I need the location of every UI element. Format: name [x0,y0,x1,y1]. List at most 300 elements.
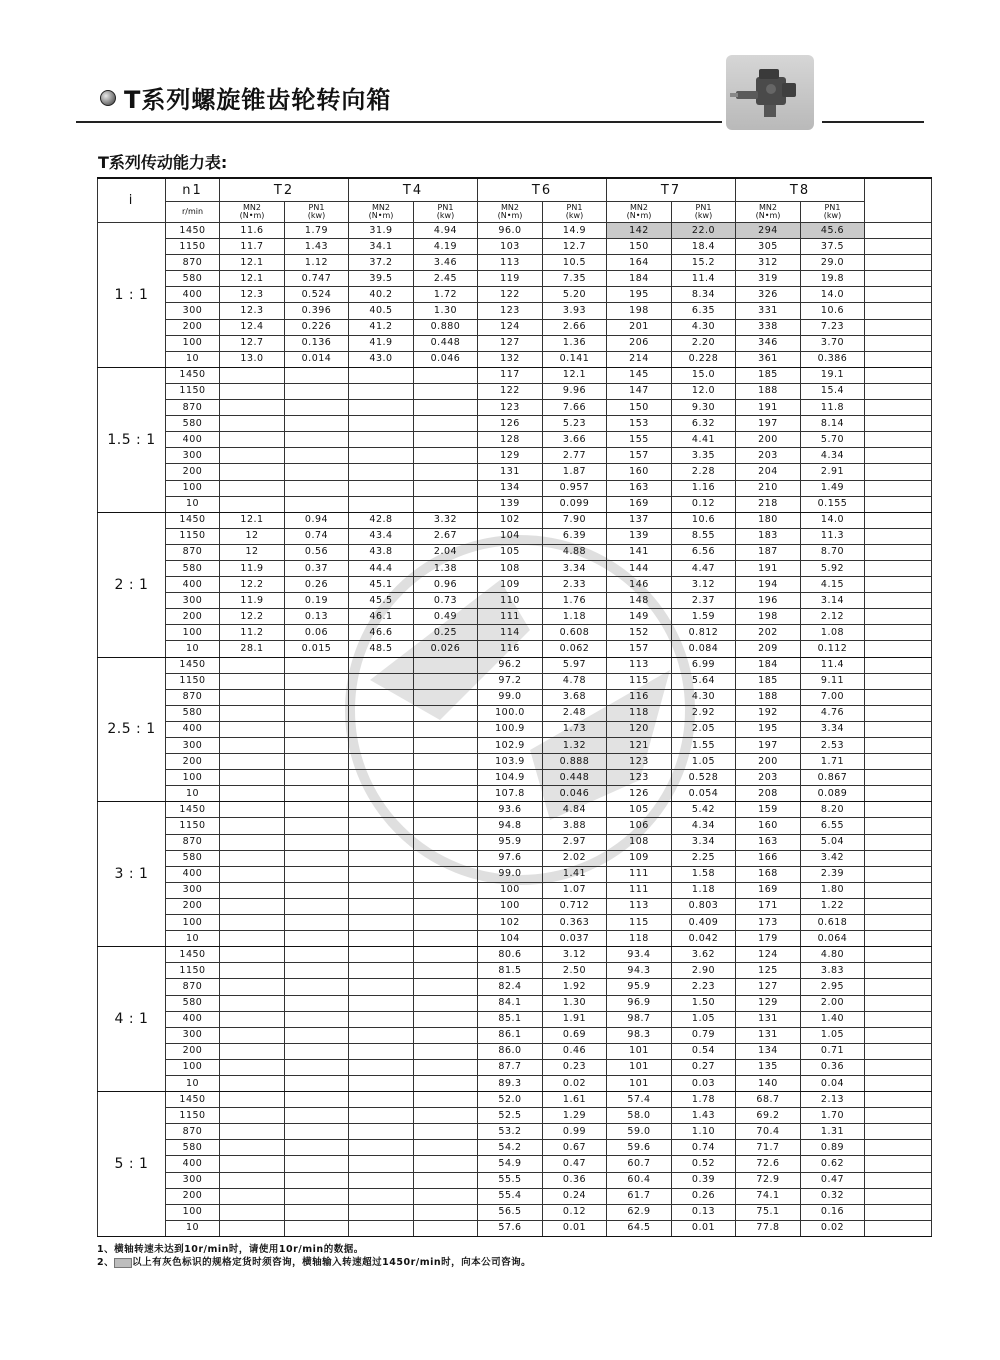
empty-cell [865,641,932,657]
value-cell: 114 [478,625,543,641]
value-cell: 7.23 [801,319,865,335]
value-cell: 117 [478,367,543,383]
speed-cell: 1450 [166,367,220,383]
value-cell [349,834,414,850]
value-cell: 0.014 [285,351,349,367]
value-cell: 0.04 [801,1075,865,1091]
model-header-t2: T2 [220,178,349,202]
value-cell: 119 [478,271,543,287]
value-cell: 2.77 [543,448,607,464]
value-cell: 71.7 [736,1140,801,1156]
speed-cell: 100 [166,480,220,496]
page-header [0,0,1000,140]
value-cell: 2.13 [801,1092,865,1108]
value-cell: 43.0 [349,351,414,367]
value-cell [349,721,414,737]
value-cell [414,1092,478,1108]
value-cell [285,705,349,721]
value-cell: 0.69 [543,1027,607,1043]
header-rule-right [822,121,924,123]
value-cell: 7.35 [543,271,607,287]
speed-cell: 870 [166,689,220,705]
pn1-header: PN1 (kw) [672,202,736,223]
speed-cell: 1150 [166,383,220,399]
empty-cell [865,593,932,609]
value-cell: 4.34 [801,448,865,464]
value-cell [220,963,285,979]
value-cell: 203 [736,770,801,786]
mn2-header: MN2 (N•m) [607,202,672,223]
value-cell: 1.07 [543,882,607,898]
value-cell: 3.12 [672,577,736,593]
value-cell: 10.6 [672,512,736,528]
value-cell [220,738,285,754]
value-cell: 1.73 [543,721,607,737]
speed-cell: 300 [166,303,220,319]
table-row [98,963,932,979]
empty-cell [865,255,932,271]
value-cell [349,802,414,818]
value-cell: 1.43 [285,239,349,255]
value-cell [220,898,285,914]
footnote-1: 1、横轴转速未达到10r/min时，请使用10r/min的数据。 [97,1244,364,1255]
value-cell: 1.70 [801,1108,865,1124]
value-cell: 169 [736,882,801,898]
value-cell: 12.1 [220,255,285,271]
value-cell [349,786,414,802]
value-cell [285,1124,349,1140]
value-cell: 1.40 [801,1011,865,1027]
value-cell: 338 [736,319,801,335]
value-cell: 1.78 [672,1092,736,1108]
value-cell: 0.228 [672,351,736,367]
value-cell: 195 [607,287,672,303]
value-cell: 113 [607,898,672,914]
value-cell: 97.6 [478,850,543,866]
empty-cell [865,577,932,593]
value-cell [220,1108,285,1124]
value-cell: 19.8 [801,271,865,287]
value-cell: 201 [607,319,672,335]
value-cell [414,416,478,432]
value-cell: 94.3 [607,963,672,979]
value-cell: 0.803 [672,898,736,914]
value-cell: 0.36 [543,1172,607,1188]
empty-cell [865,287,932,303]
pn1-header: PN1 (kw) [543,202,607,223]
value-cell [349,1140,414,1156]
value-cell: 132 [478,351,543,367]
value-cell: 101 [607,1075,672,1091]
ratio-cell: 1.5 : 1 [98,367,166,512]
value-cell: 3.46 [414,255,478,271]
value-cell [285,689,349,705]
value-cell: 169 [607,496,672,512]
value-cell: 72.9 [736,1172,801,1188]
value-cell: 361 [736,351,801,367]
table-row [98,512,932,528]
speed-cell: 580 [166,850,220,866]
speed-cell: 1150 [166,239,220,255]
value-cell [285,432,349,448]
value-cell: 184 [736,657,801,673]
empty-cell [865,1059,932,1075]
value-cell: 5.42 [672,802,736,818]
value-cell: 2.37 [672,593,736,609]
value-cell [414,963,478,979]
value-cell: 8.55 [672,528,736,544]
value-cell: 2.12 [801,609,865,625]
value-cell: 159 [736,802,801,818]
value-cell: 4.30 [672,689,736,705]
table-row [98,882,932,898]
value-cell [414,689,478,705]
value-cell: 43.4 [349,528,414,544]
value-cell: 31.9 [349,223,414,239]
value-cell [414,657,478,673]
speed-cell: 300 [166,448,220,464]
value-cell: 46.6 [349,625,414,641]
speed-cell: 200 [166,1043,220,1059]
value-cell [349,770,414,786]
value-cell [349,448,414,464]
value-cell [220,1075,285,1091]
model-header-t7: T7 [607,178,736,202]
empty-cell [865,1108,932,1124]
value-cell: 1.12 [285,255,349,271]
value-cell: 346 [736,335,801,351]
value-cell [414,931,478,947]
value-cell: 2.39 [801,866,865,882]
value-cell [220,689,285,705]
value-cell: 0.19 [285,593,349,609]
value-cell: 5.97 [543,657,607,673]
speed-cell: 580 [166,560,220,576]
value-cell [285,416,349,432]
table-row [98,480,932,496]
empty-cell [865,609,932,625]
value-cell: 1.55 [672,738,736,754]
table-row [98,464,932,480]
value-cell [414,432,478,448]
value-cell: 95.9 [607,979,672,995]
value-cell: 4.30 [672,319,736,335]
speed-cell: 200 [166,609,220,625]
col-header-i: i [98,178,166,223]
value-cell [349,1075,414,1091]
value-cell [220,931,285,947]
value-cell: 0.064 [801,931,865,947]
value-cell: 0.54 [672,1043,736,1059]
table-row [98,1043,932,1059]
value-cell: 173 [736,915,801,931]
value-cell: 111 [478,609,543,625]
value-cell [349,1172,414,1188]
value-cell [349,1188,414,1204]
value-cell: 11.8 [801,400,865,416]
value-cell: 45.5 [349,593,414,609]
value-cell: 118 [607,705,672,721]
value-cell: 14.0 [801,287,865,303]
empty-cell [865,963,932,979]
value-cell [220,673,285,689]
value-cell: 115 [607,915,672,931]
value-cell [414,1124,478,1140]
value-cell [349,689,414,705]
value-cell: 0.880 [414,319,478,335]
value-cell [285,1075,349,1091]
value-cell: 1.41 [543,866,607,882]
speed-cell: 580 [166,705,220,721]
value-cell: 64.5 [607,1220,672,1236]
value-cell [414,947,478,963]
value-cell: 39.5 [349,271,414,287]
empty-cell [865,319,932,335]
value-cell: 93.6 [478,802,543,818]
value-cell: 198 [736,609,801,625]
value-cell: 41.9 [349,335,414,351]
ratio-cell: 2 : 1 [98,512,166,657]
value-cell [285,882,349,898]
table-row [98,1140,932,1156]
value-cell: 0.26 [672,1188,736,1204]
value-cell: 1.91 [543,1011,607,1027]
table-row [98,1172,932,1188]
value-cell: 10.6 [801,303,865,319]
table-row [98,1220,932,1236]
value-cell [285,786,349,802]
value-cell: 109 [478,577,543,593]
value-cell: 1.76 [543,593,607,609]
value-cell: 1.29 [543,1108,607,1124]
value-cell: 11.4 [672,271,736,287]
value-cell [414,882,478,898]
ratio-cell: 2.5 : 1 [98,657,166,802]
value-cell: 1.18 [543,609,607,625]
value-cell [414,721,478,737]
value-cell: 0.046 [543,786,607,802]
value-cell: 164 [607,255,672,271]
value-cell [414,1188,478,1204]
value-cell: 104.9 [478,770,543,786]
value-cell: 0.01 [672,1220,736,1236]
value-cell: 8.14 [801,416,865,432]
value-cell: 6.56 [672,544,736,560]
value-cell: 122 [478,287,543,303]
value-cell: 160 [736,818,801,834]
value-cell [349,432,414,448]
value-cell: 70.4 [736,1124,801,1140]
value-cell [349,738,414,754]
value-cell: 104 [478,931,543,947]
value-cell: 98.3 [607,1027,672,1043]
value-cell: 140 [736,1075,801,1091]
value-cell: 100.9 [478,721,543,737]
table-row [98,496,932,512]
value-cell [220,770,285,786]
table-row [98,593,932,609]
empty-cell [865,770,932,786]
value-cell: 2.02 [543,850,607,866]
speed-cell: 200 [166,1188,220,1204]
value-cell: 3.12 [543,947,607,963]
value-cell: 3.62 [672,947,736,963]
table-row [98,303,932,319]
value-cell: 44.4 [349,560,414,576]
value-cell: 97.2 [478,673,543,689]
mn2-header: MN2 (N•m) [349,202,414,223]
value-cell: 11.2 [220,625,285,641]
value-cell: 4.15 [801,577,865,593]
value-cell: 80.6 [478,947,543,963]
mn2-header: MN2 (N•m) [220,202,285,223]
empty-cell [865,528,932,544]
value-cell [220,383,285,399]
value-cell: 208 [736,786,801,802]
value-cell: 62.9 [607,1204,672,1220]
value-cell: 111 [607,882,672,898]
value-cell [285,979,349,995]
value-cell: 15.4 [801,383,865,399]
value-cell [285,963,349,979]
table-row [98,335,932,351]
value-cell [220,1092,285,1108]
value-cell: 74.1 [736,1188,801,1204]
table-row [98,947,932,963]
value-cell: 1.72 [414,287,478,303]
value-cell: 0.37 [285,560,349,576]
value-cell [220,979,285,995]
value-cell [220,464,285,480]
speed-cell: 10 [166,351,220,367]
value-cell: 4.94 [414,223,478,239]
value-cell: 6.32 [672,416,736,432]
speed-cell: 1450 [166,1092,220,1108]
value-cell [349,995,414,1011]
empty-cell [865,802,932,818]
empty-cell [865,834,932,850]
value-cell: 86.0 [478,1043,543,1059]
footnote-2-text: 以上有灰色标识的规格定货时须咨询，横轴输入转速超过1450r/min时，向本公司咨询。 [132,1257,532,1268]
value-cell: 96.9 [607,995,672,1011]
value-cell: 57.6 [478,1220,543,1236]
value-cell: 9.11 [801,673,865,689]
value-cell: 19.1 [801,367,865,383]
value-cell: 0.099 [543,496,607,512]
value-cell [414,705,478,721]
value-cell [349,979,414,995]
value-cell [285,802,349,818]
speed-cell: 100 [166,335,220,351]
value-cell: 188 [736,689,801,705]
value-cell: 200 [736,754,801,770]
value-cell: 2.04 [414,544,478,560]
value-cell: 2.48 [543,705,607,721]
speed-cell: 100 [166,915,220,931]
value-cell: 135 [736,1059,801,1075]
value-cell [349,1092,414,1108]
empty-cell [865,754,932,770]
table-row [98,400,932,416]
table-row [98,1156,932,1172]
value-cell: 204 [736,464,801,480]
value-cell: 331 [736,303,801,319]
value-cell [414,383,478,399]
value-cell: 153 [607,416,672,432]
speed-cell: 300 [166,593,220,609]
value-cell: 113 [607,657,672,673]
value-cell: 150 [607,239,672,255]
value-cell: 102.9 [478,738,543,754]
value-cell: 40.5 [349,303,414,319]
value-cell [349,818,414,834]
value-cell: 100 [478,882,543,898]
speed-cell: 300 [166,1172,220,1188]
value-cell: 126 [607,786,672,802]
value-cell: 60.4 [607,1172,672,1188]
value-cell: 118 [607,931,672,947]
value-cell: 86.1 [478,1027,543,1043]
ratio-cell: 3 : 1 [98,802,166,947]
speed-cell: 400 [166,287,220,303]
value-cell: 115 [607,673,672,689]
value-cell [349,480,414,496]
value-cell: 139 [607,528,672,544]
value-cell: 98.7 [607,1011,672,1027]
title-bullet-icon [100,90,116,106]
value-cell: 185 [736,367,801,383]
table-row [98,995,932,1011]
speed-cell: 870 [166,1124,220,1140]
value-cell: 60.7 [607,1156,672,1172]
speed-cell: 200 [166,754,220,770]
value-cell [349,496,414,512]
value-cell [285,673,349,689]
value-cell [285,1140,349,1156]
value-cell: 0.528 [672,770,736,786]
model-header-t8: T8 [736,178,865,202]
table-row [98,239,932,255]
value-cell [220,818,285,834]
speed-cell: 300 [166,738,220,754]
value-cell: 8.34 [672,287,736,303]
speed-cell: 1450 [166,657,220,673]
value-cell: 0.02 [543,1075,607,1091]
value-cell: 122 [478,383,543,399]
table-row [98,850,932,866]
value-cell: 188 [736,383,801,399]
value-cell [349,416,414,432]
value-cell [414,1027,478,1043]
speed-cell: 1150 [166,673,220,689]
value-cell: 184 [607,271,672,287]
table-row [98,898,932,914]
value-cell: 0.448 [414,335,478,351]
table-row [98,287,932,303]
value-cell: 102 [478,915,543,931]
value-cell: 127 [736,979,801,995]
value-cell: 57.4 [607,1092,672,1108]
empty-cell [865,1027,932,1043]
value-cell: 0.409 [672,915,736,931]
value-cell [285,496,349,512]
value-cell: 0.94 [285,512,349,528]
value-cell: 95.9 [478,834,543,850]
value-cell: 0.12 [672,496,736,512]
value-cell: 53.2 [478,1124,543,1140]
ratio-cell: 5 : 1 [98,1092,166,1237]
table-row [98,528,932,544]
